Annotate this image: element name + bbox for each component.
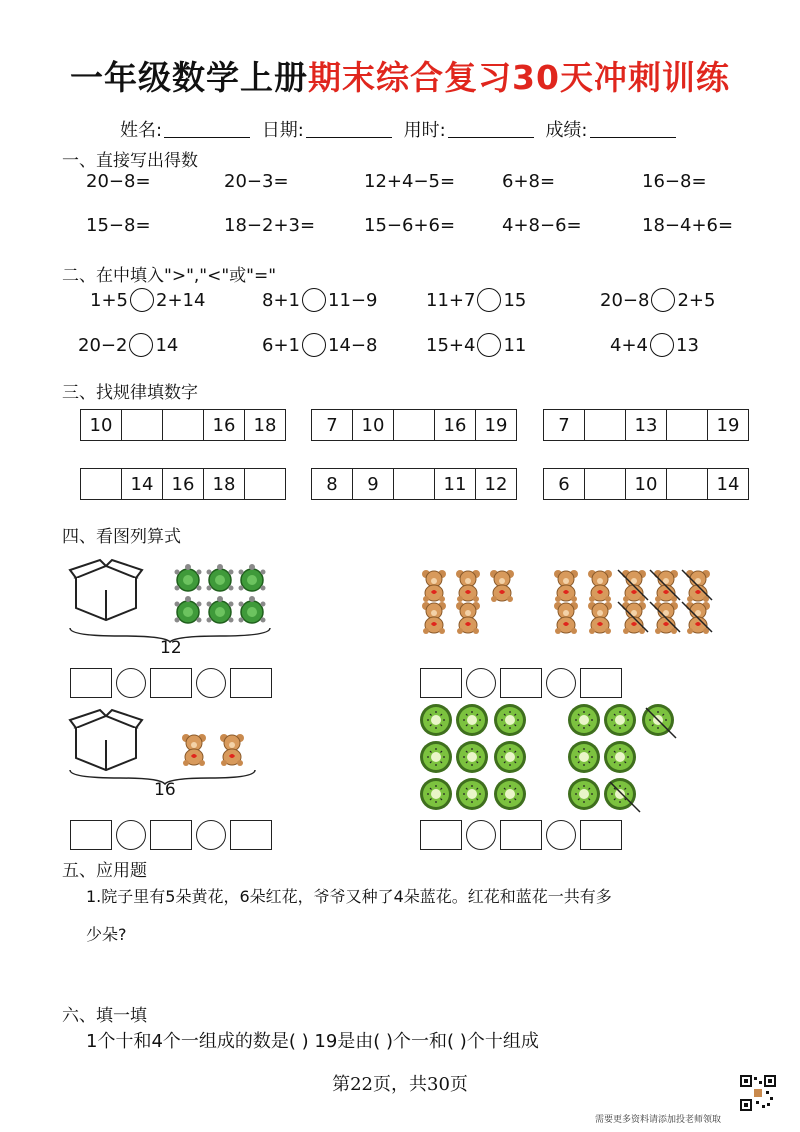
page-title — [0, 52, 800, 99]
compare-circle[interactable] — [477, 333, 501, 357]
sequence-row — [543, 468, 749, 500]
qr-note: 需要更多资料请添加投老师领取 — [595, 1115, 722, 1125]
operator-circle[interactable] — [546, 668, 576, 698]
sequence-cell[interactable] — [163, 410, 204, 440]
bear-icon — [588, 570, 612, 602]
turtle-icon — [239, 596, 266, 623]
equation: 20−3= — [224, 171, 289, 192]
compare-circle[interactable] — [651, 288, 675, 312]
bear-icon — [456, 570, 480, 602]
bear-icon — [456, 602, 480, 634]
sequence-cell[interactable]: 6 — [544, 469, 585, 499]
sequence-cell[interactable]: 18 — [204, 469, 245, 499]
sequence-cell[interactable] — [667, 469, 708, 499]
kiwi-icon — [494, 778, 526, 810]
sequence-cell[interactable]: 19 — [716, 414, 740, 436]
sequence-cell[interactable] — [394, 410, 435, 440]
kiwi-icon — [456, 778, 488, 810]
turtle-icon — [239, 564, 266, 591]
rhs: 14−8 — [328, 334, 378, 356]
answer-box[interactable] — [230, 820, 272, 850]
operator-circle[interactable] — [196, 668, 226, 698]
lhs: 1+5 — [90, 289, 128, 311]
title-red: 期末综合复习30天冲刺训练 — [308, 58, 730, 97]
sequence-cell[interactable]: 11 — [435, 469, 476, 499]
sequence-cell[interactable]: 7 — [544, 410, 585, 440]
rhs: 11 — [503, 334, 527, 356]
sequence-cell[interactable] — [394, 469, 435, 499]
section1-heading: 一、直接写出得数 — [62, 151, 198, 171]
sequence-row — [80, 409, 286, 441]
equation: 15−6+6= — [364, 215, 456, 236]
kiwi-icon — [494, 741, 526, 773]
sequence-cell[interactable]: 16 — [204, 410, 245, 440]
operator-circle[interactable] — [466, 820, 496, 850]
kiwi-icon — [420, 741, 452, 773]
answer-row — [70, 820, 272, 850]
equation: 18−4+6= — [642, 215, 734, 236]
rhs: 11−9 — [328, 289, 378, 311]
sequence-cell[interactable] — [81, 469, 122, 499]
sequence-cell[interactable]: 10 — [81, 410, 122, 440]
date-label: 日期: — [261, 120, 304, 141]
word-problem-line2: 少朵? — [86, 925, 127, 944]
operator-circle[interactable] — [116, 668, 146, 698]
kiwi-icon — [494, 704, 526, 736]
bear-icon — [422, 602, 446, 634]
kiwi-icon — [604, 704, 636, 736]
title-black: 一年级数学上册 — [70, 58, 309, 97]
equation: 16−8= — [642, 171, 707, 192]
answer-row — [70, 668, 272, 698]
score-label: 成绩: — [545, 120, 588, 141]
answer-box[interactable] — [500, 668, 542, 698]
bear-icon — [554, 570, 578, 602]
equation: 20−8= — [86, 171, 151, 192]
total-label-1: 12 — [160, 638, 182, 658]
kiwi-icon — [420, 778, 452, 810]
sequence-cell[interactable]: 16 — [163, 469, 204, 499]
sequence-cell[interactable]: 14 — [716, 473, 740, 495]
rhs: 2+14 — [156, 289, 206, 311]
kiwi-icon — [456, 741, 488, 773]
answer-box[interactable] — [230, 668, 272, 698]
sequence-cell[interactable] — [585, 410, 626, 440]
box-icon — [70, 560, 142, 620]
score-blank[interactable] — [590, 121, 676, 138]
answer-box[interactable] — [580, 820, 622, 850]
lhs: 15+4 — [426, 334, 476, 356]
section4-heading: 四、看图列算式 — [62, 527, 181, 547]
sequence-cell[interactable] — [585, 469, 626, 499]
compare-circle[interactable] — [477, 288, 501, 312]
bear-icon — [554, 602, 578, 634]
compare-item — [262, 333, 377, 357]
equation: 6+8= — [502, 171, 556, 192]
lhs: 11+7 — [426, 289, 476, 311]
bear-icon — [588, 602, 612, 634]
section3-heading: 三、找规律填数字 — [62, 383, 198, 403]
date-blank[interactable] — [306, 121, 392, 138]
compare-circle[interactable] — [129, 333, 153, 357]
sequence-cell[interactable]: 9 — [353, 469, 394, 499]
kiwi-icon — [604, 741, 636, 773]
sequence-row — [311, 409, 517, 441]
kiwi-icon — [604, 778, 636, 810]
kiwi-icon — [568, 778, 600, 810]
sequence-cell[interactable] — [245, 469, 285, 499]
rhs: 2+5 — [677, 289, 716, 311]
lhs: 20−8 — [600, 289, 650, 311]
turtle-icon — [207, 564, 234, 591]
name-label: 姓名: — [120, 120, 163, 141]
sequence-cell[interactable]: 12 — [484, 473, 508, 495]
operator-circle[interactable] — [116, 820, 146, 850]
sequence-row — [543, 409, 749, 441]
bear-icon — [220, 734, 244, 766]
compare-item — [426, 288, 526, 312]
bear-icon — [422, 570, 446, 602]
qr-code-icon — [740, 1075, 776, 1111]
time-blank[interactable] — [448, 121, 534, 138]
sequence-row — [311, 468, 517, 500]
sequence-cell[interactable] — [122, 410, 163, 440]
sequence-cell[interactable]: 16 — [435, 410, 476, 440]
rhs: 14 — [155, 334, 179, 356]
turtle-icon — [207, 596, 234, 623]
answer-box[interactable] — [580, 668, 622, 698]
section6-heading: 六、填一填 — [62, 1006, 147, 1026]
section2-heading: 二、在中填入">","<"或"=" — [62, 266, 277, 286]
lhs: 4+4 — [610, 334, 648, 356]
sequence-cell[interactable]: 19 — [484, 414, 508, 436]
picture-problems — [0, 550, 800, 850]
sequence-cell[interactable]: 18 — [253, 414, 277, 436]
answer-box[interactable] — [70, 820, 112, 850]
compare-item — [78, 333, 178, 357]
answer-row — [420, 668, 622, 698]
equation: 15−8= — [86, 215, 151, 236]
word-problem-line1: 1.院子里有5朵黄花，6朵红花，爷爷又种了4朵蓝花。红花和蓝花一共有多 — [86, 887, 612, 906]
sequence-cell[interactable]: 8 — [312, 469, 353, 499]
compare-item — [262, 288, 377, 312]
sequence-cell[interactable]: 14 — [122, 469, 163, 499]
kiwi-icon — [568, 704, 600, 736]
bear-icon — [182, 734, 206, 766]
sequence-row — [80, 468, 286, 500]
compare-circle[interactable] — [650, 333, 674, 357]
rhs: 13 — [676, 334, 699, 356]
compare-circle[interactable] — [130, 288, 154, 312]
compare-item — [426, 333, 526, 357]
kiwi-icon — [568, 741, 600, 773]
compare-circle[interactable] — [302, 288, 326, 312]
sequence-cell[interactable] — [667, 410, 708, 440]
name-blank[interactable] — [164, 121, 250, 138]
answer-row — [420, 820, 622, 850]
sequence-cell[interactable]: 10 — [353, 410, 394, 440]
operator-circle[interactable] — [466, 668, 496, 698]
turtle-icon — [175, 564, 202, 591]
rhs: 15 — [503, 289, 527, 311]
equation: 4+8−6= — [502, 215, 582, 236]
operator-circle[interactable] — [196, 820, 226, 850]
sequence-cell[interactable]: 13 — [626, 410, 667, 440]
kiwi-icon — [456, 704, 488, 736]
sequence-cell[interactable]: 10 — [626, 469, 667, 499]
total-label-2: 16 — [154, 780, 176, 800]
compare-item — [610, 333, 699, 357]
lhs: 8+1 — [262, 289, 300, 311]
answer-box[interactable] — [70, 668, 112, 698]
section5-heading: 五、应用题 — [62, 861, 147, 881]
answer-box[interactable] — [150, 668, 192, 698]
bear-icon — [490, 570, 514, 602]
info-line — [120, 116, 682, 142]
sequence-cell[interactable]: 7 — [312, 410, 353, 440]
box-icon — [70, 710, 142, 770]
fill-line: 1个十和4个一组成的数是( ) 19是由( )个一和( )个十组成 — [86, 1031, 539, 1052]
lhs: 20−2 — [78, 334, 128, 356]
operator-circle[interactable] — [546, 820, 576, 850]
compare-circle[interactable] — [302, 333, 326, 357]
turtle-icon — [175, 596, 202, 623]
page-footer: 第22页，共30页 — [332, 1074, 468, 1095]
answer-box[interactable] — [500, 820, 542, 850]
compare-item — [90, 288, 205, 312]
compare-item — [600, 288, 715, 312]
equation: 18−2+3= — [224, 215, 316, 236]
time-label: 用时: — [403, 120, 446, 141]
kiwi-icon — [420, 704, 452, 736]
answer-box[interactable] — [150, 820, 192, 850]
lhs: 6+1 — [262, 334, 300, 356]
equation: 12+4−5= — [364, 171, 456, 192]
answer-box[interactable] — [420, 820, 462, 850]
answer-box[interactable] — [420, 668, 462, 698]
